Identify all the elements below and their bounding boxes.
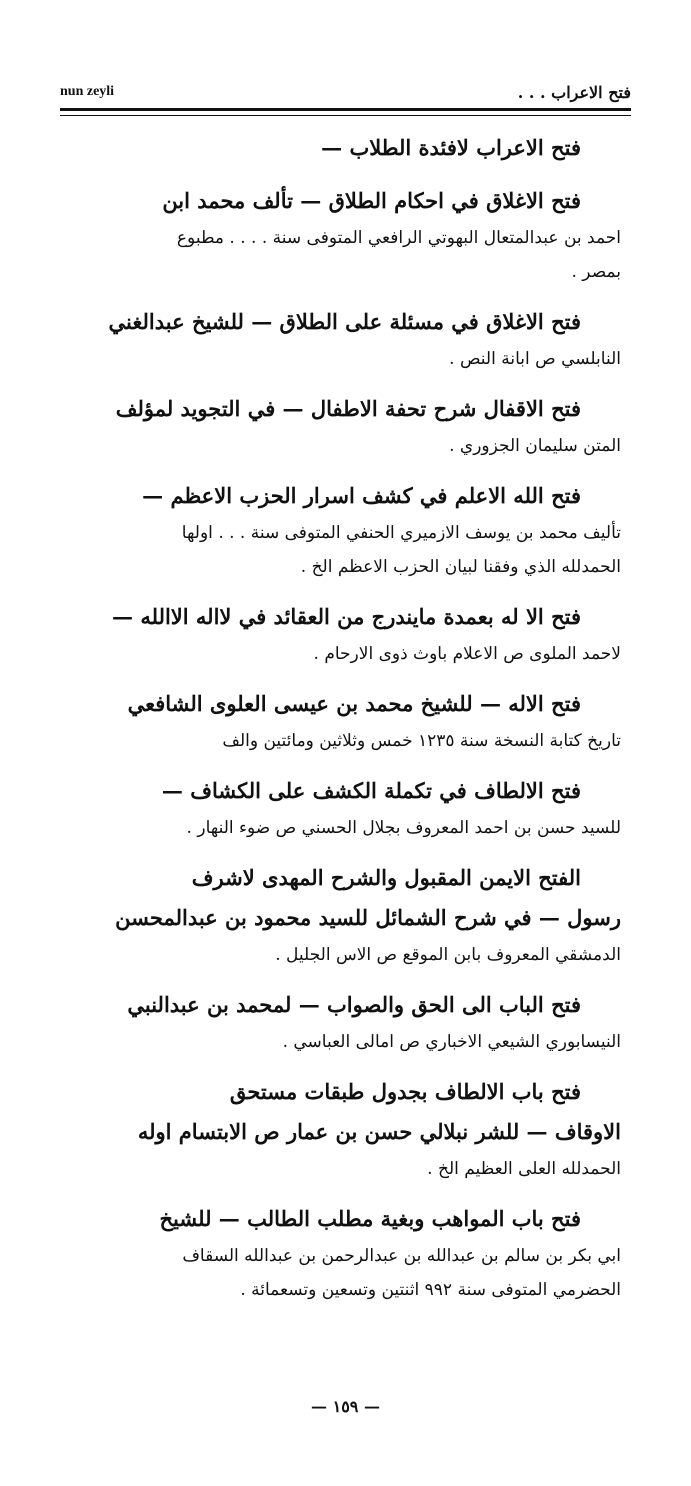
entry [70,597,621,671]
entry-text-line: تاريخ كتابة النسخة سنة ١٢٣٥ خمس وثلاثين ومائتين والف [222,731,621,751]
entry-text-line: النيسابوري الشيعي الاخباري ص امالى العباسي . [282,1032,621,1052]
entry [70,302,621,376]
entry-text-line: الاوقاف — للشر نبلالي حسن بن عمار ص الابتسام اوله [137,1119,621,1144]
entry-title-line: فتح الله الاعلم في كشف اسرار الحزب الاعظم — [142,483,581,508]
entry-title-line: فتح الاغلاق في احكام الطلاق — تألف محمد ابن [162,188,581,213]
page-number: — ١٥٩ — [311,1397,380,1416]
entry-text-line: الحمدلله العلى العظيم الخ . [427,1159,621,1179]
entry-title-line: فتح الالطاف في تكملة الكشف على الكشاف — [161,778,581,803]
header-rule [60,108,631,116]
entry-title-line: فتح باب المواهب وبغية مطلب الطالب — للشيخ [159,1206,581,1231]
entry-text-line: الحضرمي المتوفى سنة ٩٩٢ اثنتين وتسعين وتسعمائة . [240,1280,621,1300]
entry-text-line: ابي بكر بن سالم بن عبدالله بن عبدالرحمن بن عبدالله السقاف [182,1246,621,1266]
entry-title-line: فتح باب الالطاف بجدول طبقات مستحق [229,1079,581,1104]
entry [70,389,621,463]
entry-text-line: رسول — في شرح الشمائل للسيد محمود بن عبدالمحسن [115,905,621,930]
entry-text-line: المتن سليمان الجزوري . [449,436,621,456]
entry-title-line: فتح الاله — للشيخ محمد بن عيسى العلوى الشافعي [127,691,581,716]
entry-text-line: النابلسي ص ابانة النص . [449,349,621,369]
page-header [60,80,631,104]
entry-title-line: فتح الاعراب لافئدة الطلاب — [321,135,581,160]
entry [70,985,621,1059]
entry-text-line: الدمشقي المعروف بابن الموقع ص الاس الجليل . [275,945,621,965]
entry [70,1072,621,1186]
entry-text-line: تأليف محمد بن يوسف الازميري الحنفي المتوفى سنة . . . اولها [181,523,621,543]
entry-text-line: للسيد حسن بن احمد المعروف بجلال الحسني ص ضوء النهار . [186,818,621,838]
entry-text-line: بمصر . [571,262,621,282]
entry [70,181,621,289]
dictionary-entries [70,128,621,1320]
entry-title-line: فتح الا له بعمدة مايندرج من العقائد في لااله الاالله — [112,604,581,629]
entry [70,684,621,758]
entry-title-line: فتح الباب الى الحق والصواب — لمحمد بن عبدالنبي [127,992,581,1017]
entry-title-line: فتح الاقفال شرح تحفة الاطفال — في التجويد لمؤلف [115,396,581,421]
entry [70,858,621,972]
running-header-right: فتح الاعراب . . . [517,82,631,102]
entry-text-line: احمد بن عبدالمتعال البهوتي الرافعي المتوفى سنة . . . . مطبوع [176,228,621,248]
entry [70,771,621,845]
entry-title-line: الفتح الايمن المقبول والشرح المهدى لاشرف [191,865,581,890]
entry-title-line: فتح الاغلاق في مسئلة على الطلاق — للشيخ عبدالغني [108,309,581,334]
entry-text-line: الحمدلله الذي وفقنا لبيان الحزب الاعظم الخ . [300,557,621,577]
running-header-left: nun zeyli [60,84,115,99]
entry [70,1199,621,1307]
entry [70,128,621,168]
entry-text-line: لاحمد الملوى ص الاعلام باوث ذوى الارحام . [313,644,621,664]
entry [70,476,621,584]
